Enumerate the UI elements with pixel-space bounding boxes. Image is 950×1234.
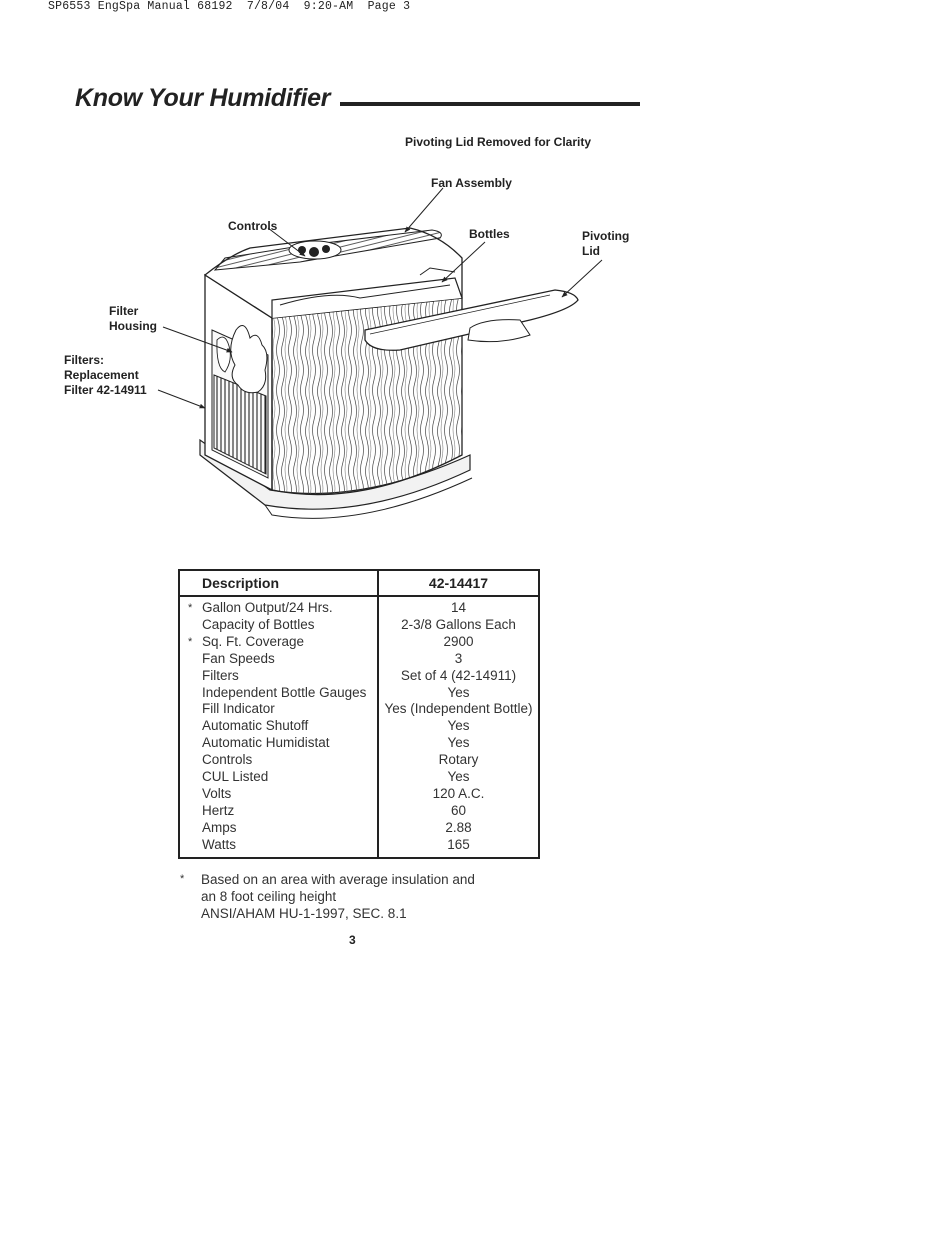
table-row xyxy=(179,634,539,651)
header-document: EngSpa Manual 68192 xyxy=(97,0,233,13)
spec-description-text: Capacity of Bottles xyxy=(202,616,315,632)
footnote-line2: an 8 foot ceiling height xyxy=(201,889,337,904)
label-fan-assembly: Fan Assembly xyxy=(431,176,512,190)
spec-value-cell: Rotary xyxy=(438,752,479,768)
table-row xyxy=(179,803,539,820)
footnote-line1: Based on an area with average insulation and xyxy=(201,872,475,887)
spec-description-text: Sq. Ft. Coverage xyxy=(202,633,305,649)
spec-description-text: Hertz xyxy=(202,802,235,818)
spec-description-cell xyxy=(179,668,378,685)
spec-table-header-row xyxy=(179,570,539,596)
spec-value-cell: 2-3/8 Gallons Each xyxy=(401,616,516,632)
label-filter-housing xyxy=(109,304,157,334)
spec-value-cell: Yes xyxy=(447,769,470,785)
spec-description-text: Amps xyxy=(202,819,237,835)
table-row xyxy=(179,837,539,858)
spec-star-marker: * xyxy=(188,635,193,648)
spec-description-cell xyxy=(179,685,378,702)
spec-description-cell xyxy=(179,837,378,858)
spec-description-cell xyxy=(179,701,378,718)
table-row xyxy=(179,651,539,668)
label-pivoting-lid-line2: Lid xyxy=(582,244,600,258)
spec-description-text: Fill Indicator xyxy=(202,701,275,717)
header-time: 9:20-AM xyxy=(303,0,354,13)
table-row xyxy=(179,752,539,769)
spec-description-text: Watts xyxy=(202,836,237,852)
spec-value-cell: 60 xyxy=(450,802,467,818)
spec-header-model: 42-14417 xyxy=(378,570,539,596)
spec-description-cell xyxy=(179,718,378,735)
label-filters-line3: Filter 42-14911 xyxy=(64,383,147,397)
table-row xyxy=(179,701,539,718)
label-pivoting-lid-line1: Pivoting xyxy=(582,229,630,243)
footnote-star: * xyxy=(180,873,185,885)
spec-description-cell xyxy=(179,803,378,820)
header-job: SP6553 xyxy=(48,0,91,13)
spec-description-text: CUL Listed xyxy=(202,769,269,785)
table-row xyxy=(179,617,539,634)
spec-description-cell xyxy=(179,617,378,634)
spec-description-text: Automatic Humidistat xyxy=(202,735,330,751)
header-date: 7/8/04 xyxy=(246,0,290,13)
spec-table-body xyxy=(179,596,539,858)
label-filters-line2: Replacement xyxy=(64,368,139,382)
spec-description-cell xyxy=(179,634,378,651)
table-row xyxy=(179,820,539,837)
table-row xyxy=(179,786,539,803)
table-row xyxy=(179,769,539,786)
spec-header-description: Description xyxy=(179,570,378,596)
spec-description-text: Independent Bottle Gauges xyxy=(202,684,367,700)
spec-table xyxy=(178,569,540,859)
table-row xyxy=(179,718,539,735)
spec-description-cell xyxy=(179,651,378,668)
label-filter-housing-line2: Housing xyxy=(109,319,157,333)
spec-description-cell xyxy=(179,769,378,786)
humidifier-illustration xyxy=(0,0,950,560)
spec-description-cell xyxy=(179,752,378,769)
label-filter-housing-line1: Filter xyxy=(109,304,139,318)
spec-value-cell: Set of 4 (42-14911) xyxy=(400,667,517,683)
spec-value-cell: Yes xyxy=(447,684,470,700)
header-page: Page 3 xyxy=(367,0,411,13)
table-row xyxy=(179,685,539,702)
page-number: 3 xyxy=(349,933,356,947)
spec-value-cell: 3 xyxy=(454,650,463,666)
spec-value-cell: 14 xyxy=(450,600,467,615)
spec-description-text: Gallon Output/24 Hrs. xyxy=(202,600,333,615)
spec-value-cell: 2.88 xyxy=(445,819,472,835)
spec-star-marker: * xyxy=(188,602,193,614)
label-filters xyxy=(64,353,147,398)
spec-description-cell xyxy=(179,820,378,837)
label-filters-line1: Filters: xyxy=(64,353,105,367)
spec-value-cell: Yes (Independent Bottle) xyxy=(384,701,533,717)
table-row xyxy=(179,596,539,617)
spec-description-text: Fan Speeds xyxy=(202,650,275,666)
spec-description-text: Volts xyxy=(202,785,232,801)
spec-value-cell: Yes xyxy=(447,735,470,751)
spec-value-cell: 120 A.C. xyxy=(432,785,485,801)
label-pivoting-lid xyxy=(582,229,629,259)
spec-value-cell: 165 xyxy=(447,836,470,852)
spec-description-cell xyxy=(179,735,378,752)
footnote xyxy=(180,871,475,922)
spec-description-text: Controls xyxy=(202,752,253,768)
spec-description-text: Filters xyxy=(202,667,239,683)
spec-value-cell: 2900 xyxy=(443,633,474,649)
label-bottles: Bottles xyxy=(469,227,510,241)
spec-description-cell xyxy=(179,596,378,617)
spec-value-cell: Yes xyxy=(447,718,470,734)
diagram-caption: Pivoting Lid Removed for Clarity xyxy=(405,135,592,149)
spec-description-cell xyxy=(179,786,378,803)
table-row xyxy=(179,735,539,752)
spec-description-text: Automatic Shutoff xyxy=(202,718,309,734)
label-controls: Controls xyxy=(228,219,278,233)
footnote-line3: ANSI/AHAM HU-1-1997, SEC. 8.1 xyxy=(201,906,407,921)
table-row xyxy=(179,668,539,685)
page-title: Know Your Humidifier xyxy=(75,84,331,112)
